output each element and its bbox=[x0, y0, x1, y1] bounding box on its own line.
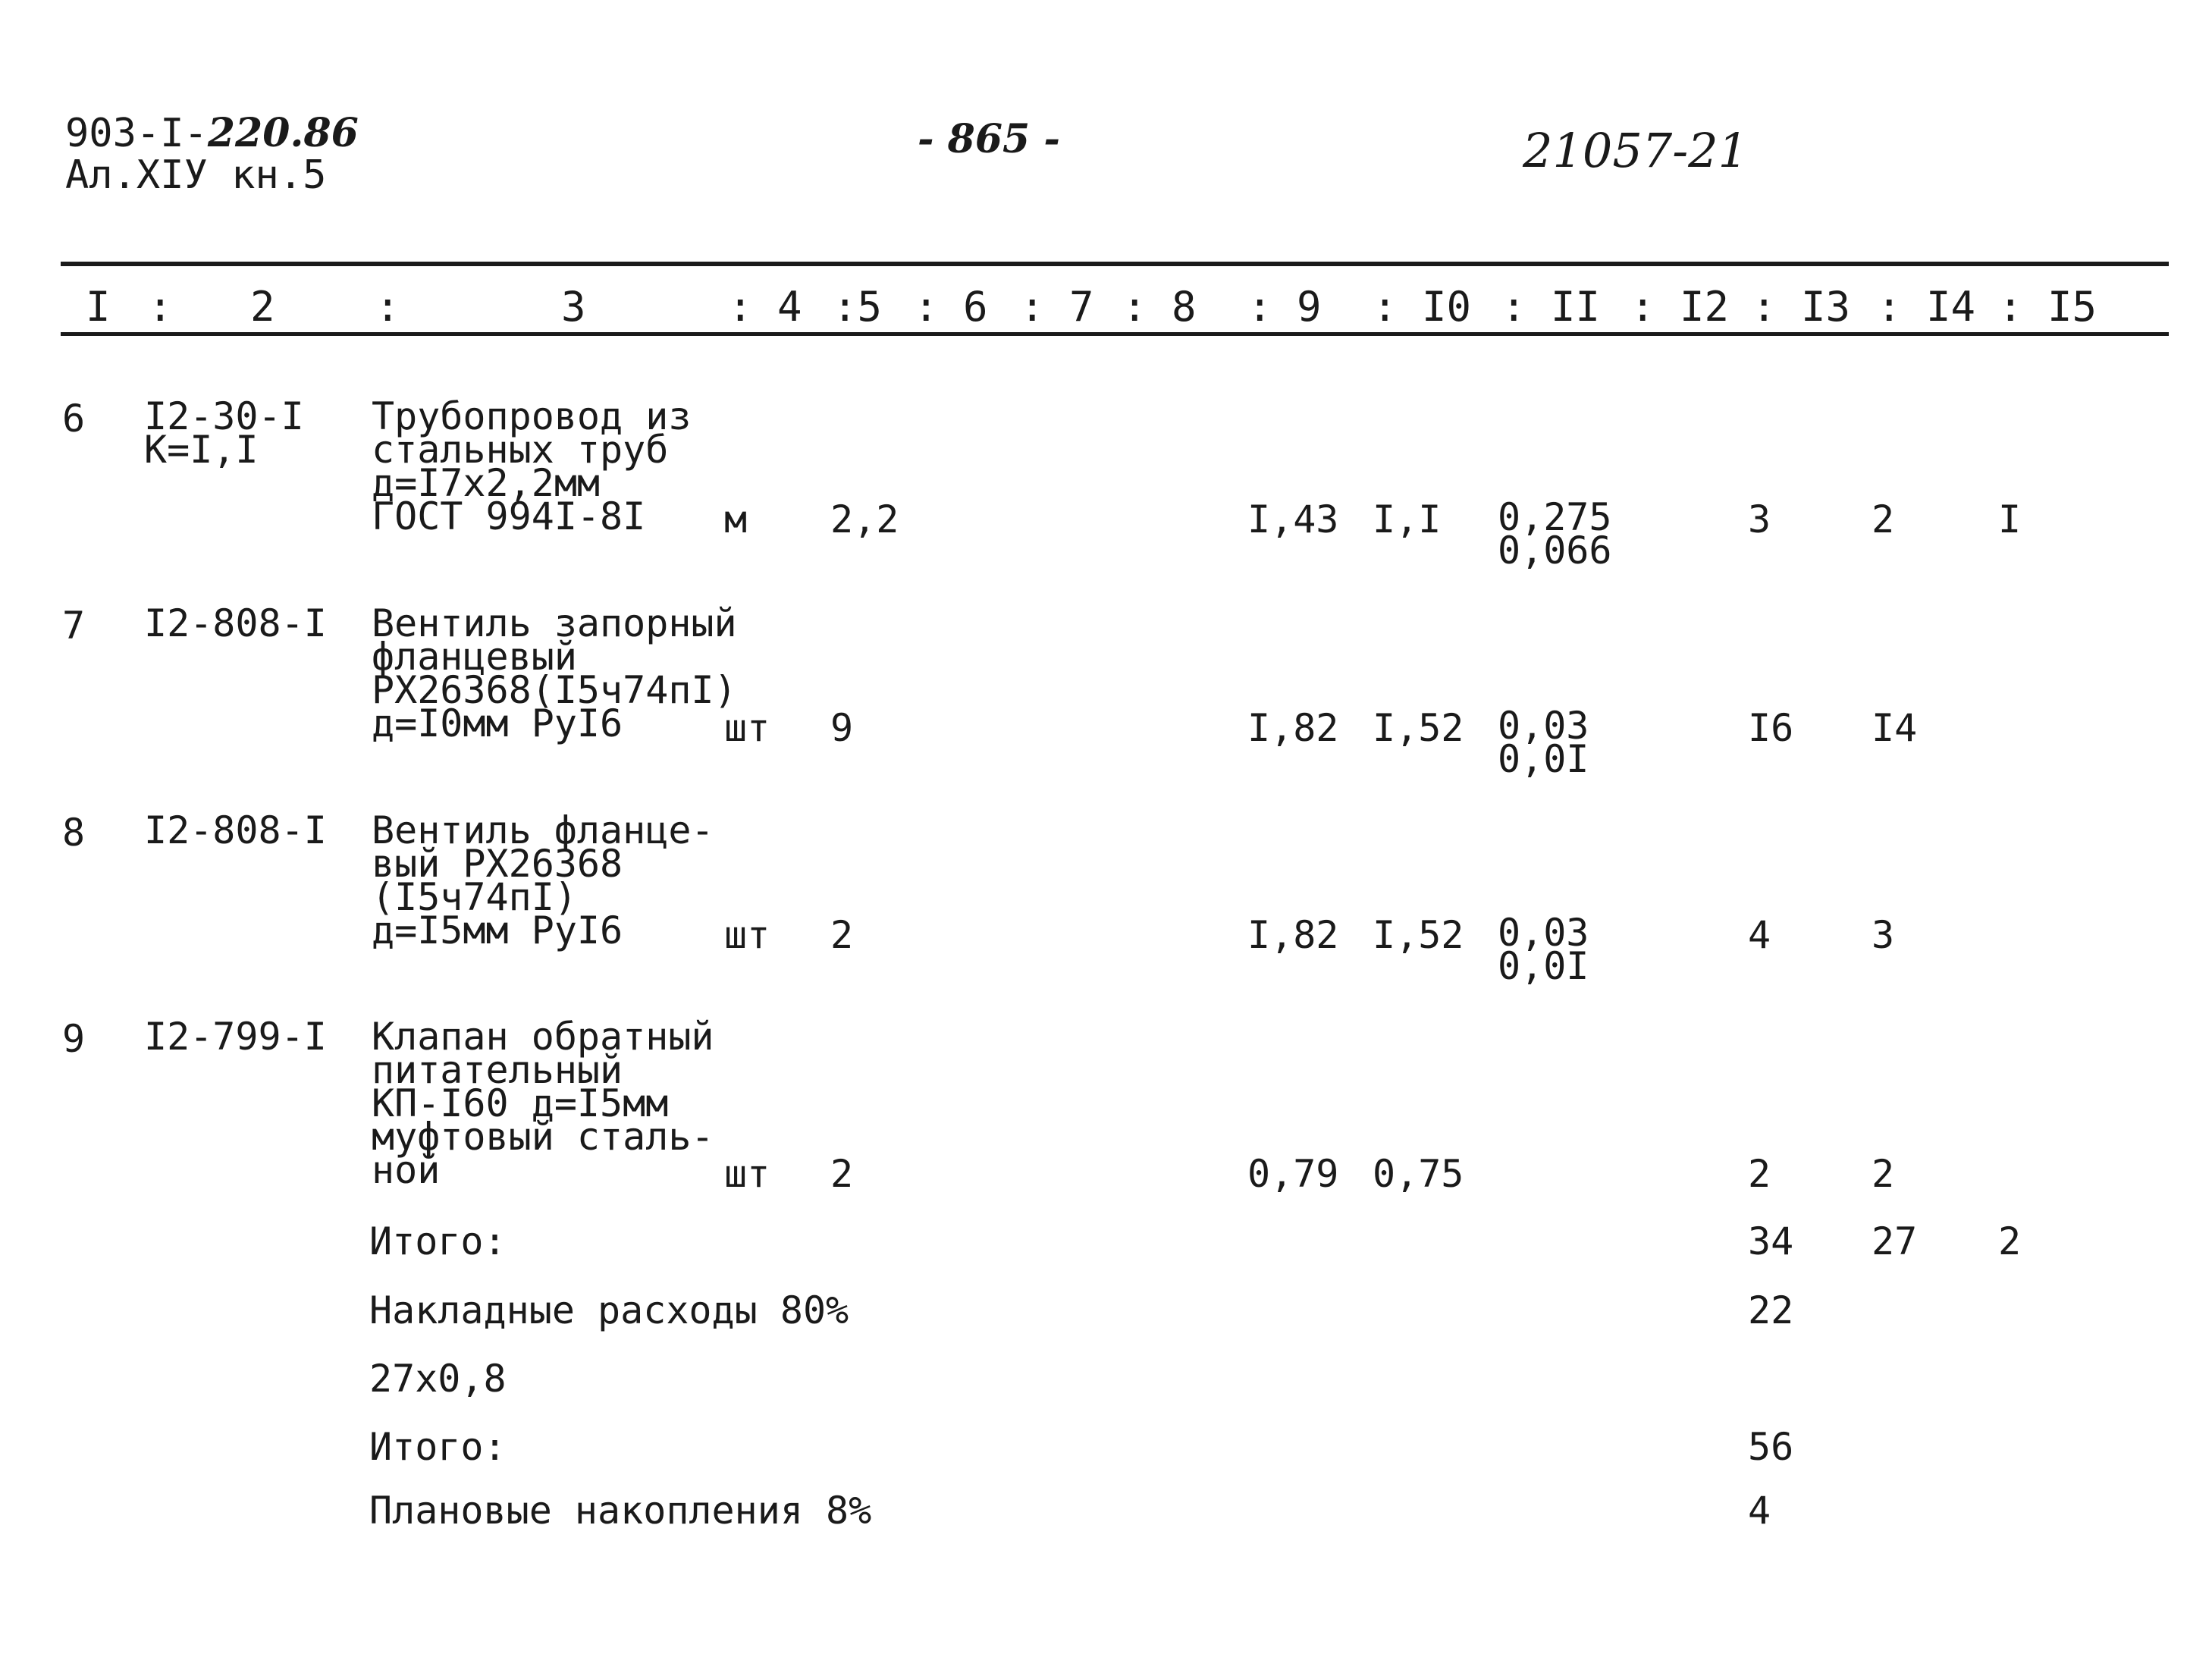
rate-code bbox=[144, 1015, 327, 1059]
col-header-7: : 7 bbox=[1020, 283, 1094, 331]
col-11-line: 0,0I bbox=[1498, 737, 1589, 781]
col-12-value: 22 bbox=[1748, 1288, 1794, 1332]
col-header-2: 2 bbox=[250, 283, 275, 331]
quantity: 2 bbox=[830, 913, 854, 957]
summary-label: 27х0,8 bbox=[369, 1357, 507, 1401]
col-11-value bbox=[1498, 495, 1612, 573]
col-header-8: : 8 bbox=[1122, 283, 1197, 331]
rate-code bbox=[144, 394, 304, 472]
row-number: 6 bbox=[62, 397, 86, 441]
col-9-value: I,82 bbox=[1247, 913, 1339, 957]
description-line: Вентиль запорный bbox=[372, 601, 737, 645]
col-13-value: I4 bbox=[1872, 706, 1918, 750]
row-number: 9 bbox=[62, 1017, 86, 1061]
description-line: д=I5мм РуI6 bbox=[372, 908, 623, 952]
summary-label: Итого: bbox=[369, 1219, 507, 1263]
item-description bbox=[372, 1015, 714, 1192]
col-14-value: I bbox=[1998, 497, 2022, 541]
document-code-handwritten: 220.86 bbox=[207, 110, 359, 156]
col-header-11: : II bbox=[1501, 283, 1601, 331]
rate-code bbox=[144, 601, 327, 645]
description-line: КП-I60 д=I5мм bbox=[372, 1081, 669, 1125]
description-line: Трубопровод из bbox=[372, 394, 692, 438]
col-9-value: I,43 bbox=[1247, 497, 1339, 541]
description-line: ГОСТ 994I-8I bbox=[372, 494, 646, 538]
col-10-value: I,52 bbox=[1373, 706, 1464, 750]
col-13-value: 2 bbox=[1872, 1152, 1895, 1196]
description-line: (I5ч74пI) bbox=[372, 875, 577, 919]
quantity: 2 bbox=[830, 1152, 854, 1196]
col-10-value: I,I bbox=[1373, 497, 1442, 541]
col-11-line: 0,0I bbox=[1498, 944, 1589, 988]
rate-code-line: I2-799-I bbox=[144, 1015, 327, 1059]
col-header-5: :5 bbox=[833, 283, 883, 331]
col-12-value: 4 bbox=[1748, 913, 1771, 957]
description-line: д=I0мм РуI6 bbox=[372, 701, 623, 745]
col-10-value: I,52 bbox=[1373, 913, 1464, 957]
col-13-value: 3 bbox=[1872, 913, 1895, 957]
rate-code-line: I2-808-I bbox=[144, 601, 327, 645]
unit: шт bbox=[724, 706, 770, 750]
rate-code-line: I2-30-I bbox=[144, 394, 304, 438]
description-line: вый РХ26368 bbox=[372, 842, 623, 886]
col-header-sep: : bbox=[375, 283, 400, 331]
col-11-line: 0,03 bbox=[1498, 911, 1589, 955]
col-13-value: 2 bbox=[1872, 497, 1895, 541]
col-header-12: : I2 bbox=[1630, 283, 1730, 331]
col-header-15: : I5 bbox=[1998, 283, 2097, 331]
document-number: 21057-21 bbox=[1523, 123, 1749, 178]
col-header-3: 3 bbox=[561, 283, 586, 331]
description-line: стальных труб bbox=[372, 428, 669, 472]
col-12-value: 34 bbox=[1748, 1219, 1794, 1263]
col-header-14: : I4 bbox=[1877, 283, 1976, 331]
col-10-value: 0,75 bbox=[1373, 1152, 1464, 1196]
col-11-value bbox=[1498, 911, 1589, 988]
col-11-line: 0,275 bbox=[1498, 495, 1612, 539]
col-header-4: : 4 bbox=[728, 283, 802, 331]
item-description bbox=[372, 394, 692, 538]
col-header-6: : 6 bbox=[914, 283, 988, 331]
col-9-value: 0,79 bbox=[1247, 1152, 1339, 1196]
unit: м bbox=[724, 497, 748, 541]
album-reference: Ал.XIУ кн.5 bbox=[65, 152, 327, 198]
description-line: муфтовый сталь- bbox=[372, 1115, 714, 1159]
summary-label: Накладные расходы 80% bbox=[369, 1288, 849, 1332]
summary-label: Плановые накопления 8% bbox=[369, 1489, 872, 1533]
description-line: фланцевый bbox=[372, 635, 577, 679]
description-line: Клапан обратный bbox=[372, 1015, 714, 1059]
col-12-value: 4 bbox=[1748, 1489, 1771, 1533]
header-bottom-rule bbox=[61, 332, 2169, 336]
col-14-value: 2 bbox=[1998, 1219, 2022, 1263]
unit: шт bbox=[724, 1152, 770, 1196]
description-line: д=I7х2,2мм bbox=[372, 461, 601, 505]
col-12-value: 3 bbox=[1748, 497, 1771, 541]
header-top-rule bbox=[61, 262, 2169, 266]
col-header-10: : I0 bbox=[1373, 283, 1472, 331]
rate-code-line: К=I,I bbox=[144, 428, 259, 472]
document-code bbox=[65, 110, 359, 156]
col-header-9: : 9 bbox=[1247, 283, 1322, 331]
col-header-13: : I3 bbox=[1752, 283, 1851, 331]
col-12-value: I6 bbox=[1748, 706, 1794, 750]
description-line: Вентиль фланце- bbox=[372, 808, 714, 852]
document-code-prefix: 903-I- bbox=[65, 111, 208, 156]
item-description bbox=[372, 601, 737, 745]
col-13-value: 27 bbox=[1872, 1219, 1918, 1263]
rate-code-line: I2-808-I bbox=[144, 808, 327, 852]
col-12-value: 2 bbox=[1748, 1152, 1771, 1196]
col-header-1: I bbox=[86, 283, 111, 331]
col-header-sep: : bbox=[148, 283, 173, 331]
quantity: 9 bbox=[830, 706, 854, 750]
col-11-line: 0,03 bbox=[1498, 704, 1589, 748]
description-line: питательный bbox=[372, 1048, 623, 1092]
item-description bbox=[372, 808, 714, 952]
page-number: - 865 - bbox=[918, 116, 1060, 162]
col-11-line: 0,066 bbox=[1498, 529, 1612, 573]
rate-code bbox=[144, 808, 327, 852]
col-12-value: 56 bbox=[1748, 1425, 1794, 1469]
description-line: ной bbox=[372, 1148, 441, 1192]
unit: шт bbox=[724, 913, 770, 957]
quantity: 2,2 bbox=[830, 497, 899, 541]
summary-label: Итого: bbox=[369, 1425, 507, 1469]
col-9-value: I,82 bbox=[1247, 706, 1339, 750]
row-number: 7 bbox=[62, 604, 86, 648]
row-number: 8 bbox=[62, 811, 86, 855]
description-line: РХ26368(I5ч74пI) bbox=[372, 668, 737, 712]
col-11-value bbox=[1498, 704, 1589, 781]
